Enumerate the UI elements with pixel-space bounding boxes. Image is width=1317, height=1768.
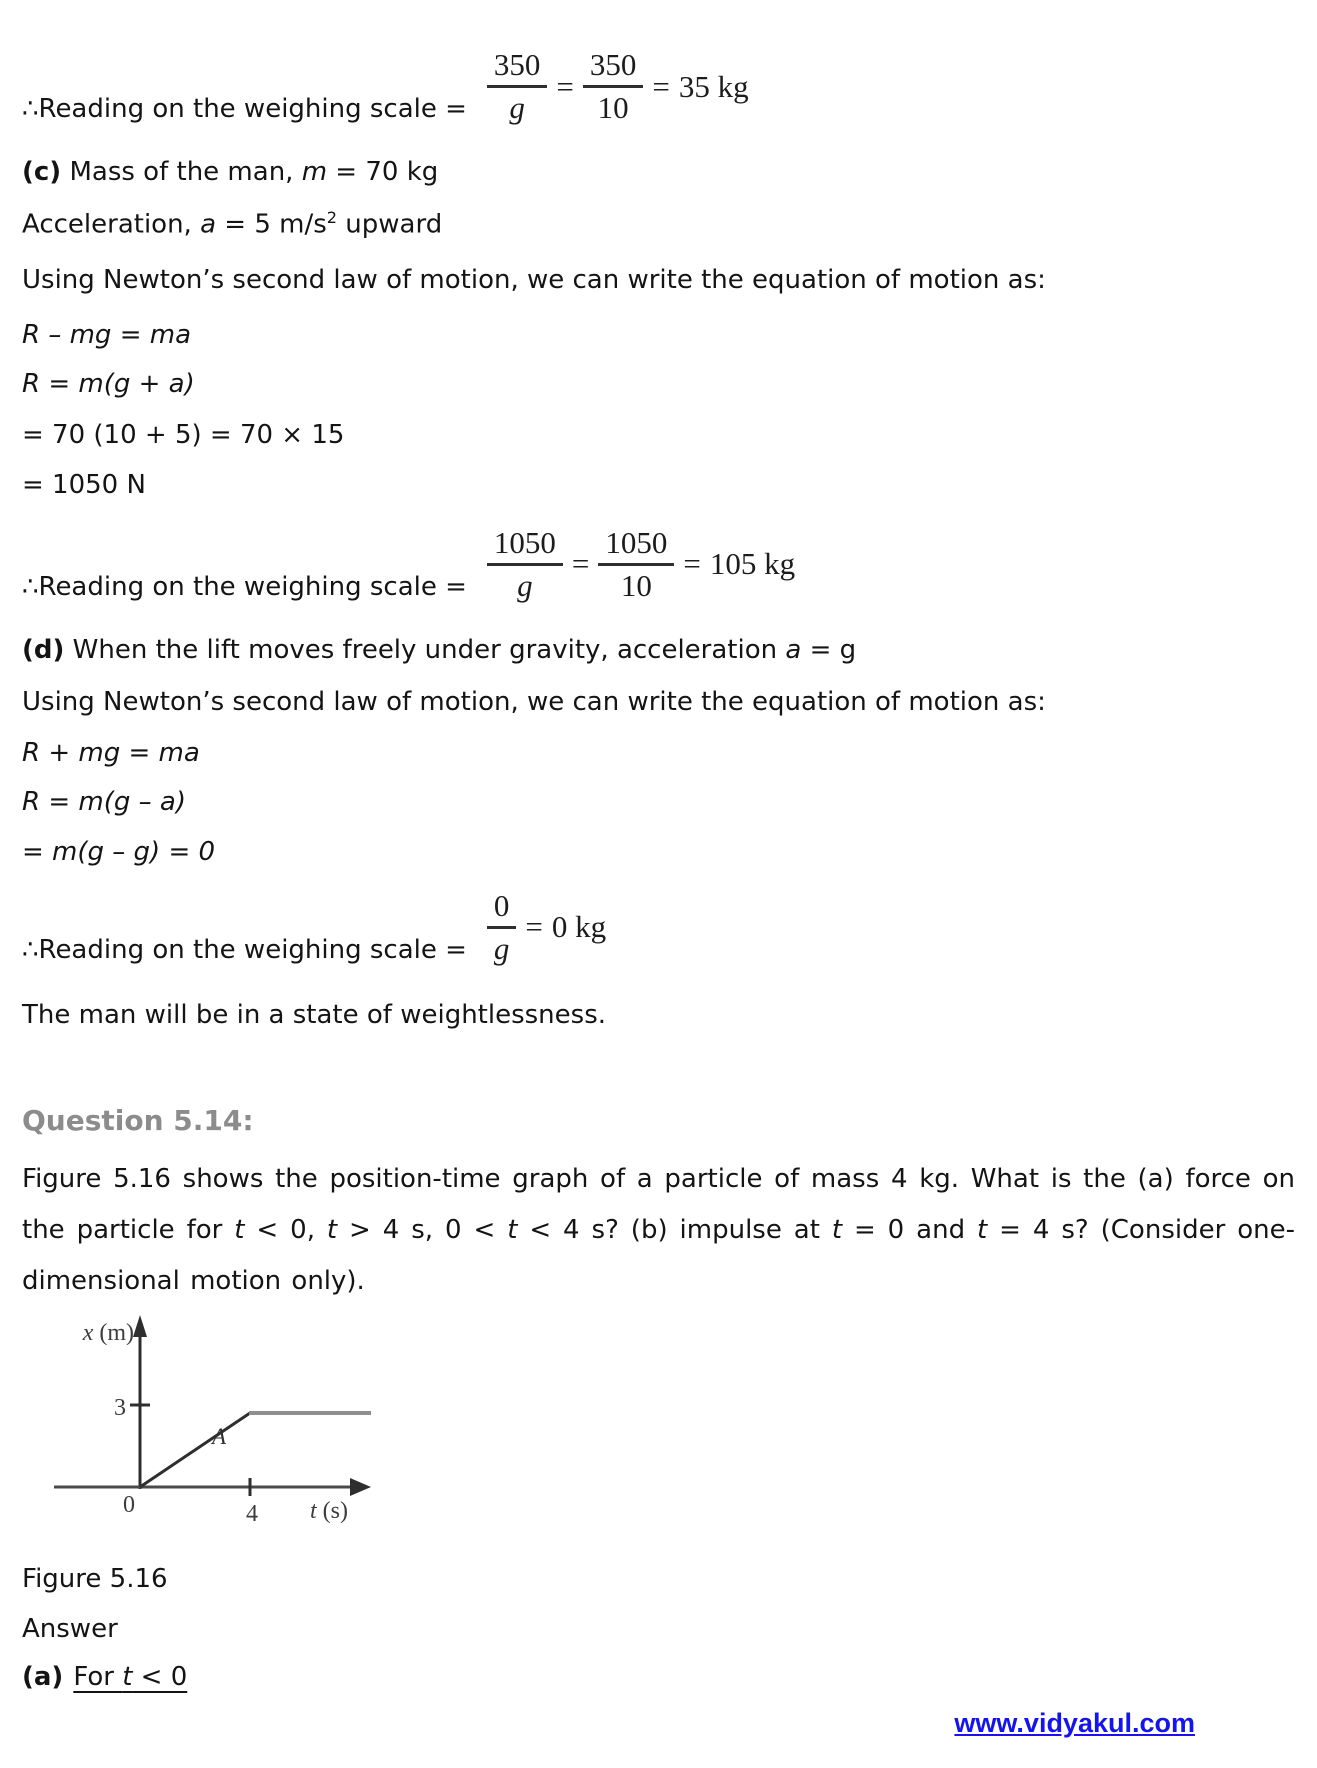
- text: For: [73, 1661, 123, 1692]
- equals-sign: =: [683, 546, 701, 582]
- fraction-denominator: 10: [620, 567, 652, 603]
- fraction-denominator: g: [493, 930, 510, 966]
- underlined-condition: [73, 1662, 187, 1692]
- equation-result: 0 kg: [551, 909, 607, 945]
- reading-scale-line-2: [22, 523, 1295, 606]
- reading-scale-label: ∴Reading on the weighing scale =: [22, 94, 467, 124]
- fraction-numerator: 350: [589, 47, 637, 82]
- variable-t: t: [507, 1214, 518, 1245]
- text: = 4 s? (Consider one-dimensional motion only).: [22, 1214, 1295, 1296]
- answer-label: Answer: [22, 1613, 118, 1644]
- variable: m: [301, 157, 328, 187]
- equals-sign: =: [652, 68, 670, 104]
- equation-result: 105 kg: [709, 546, 796, 582]
- text: < 4 s? (b) impulse at: [517, 1214, 832, 1245]
- reading-scale-label: ∴Reading on the weighing scale =: [22, 934, 467, 965]
- equation-0-over-g: [487, 886, 606, 969]
- text: = 5 m/s: [216, 209, 327, 240]
- variable-t: t: [977, 1214, 988, 1245]
- fraction-numerator: 0: [493, 887, 510, 923]
- fraction: [487, 886, 517, 969]
- variable: a: [785, 634, 802, 665]
- fraction-denominator: g: [509, 90, 525, 125]
- text: < 0,: [244, 1214, 327, 1245]
- equation-line: R = m(g – a): [22, 786, 186, 817]
- text: When the lift moves freely under gravity, acceleration: [64, 634, 786, 665]
- text: > 4 s, 0 <: [337, 1214, 508, 1245]
- equals-sign: =: [525, 909, 543, 945]
- fraction: [598, 523, 674, 606]
- equation-line: R = m(g + a): [22, 368, 195, 399]
- fraction: [583, 45, 644, 128]
- variable-t: t: [831, 1214, 843, 1245]
- part-marker: (d): [22, 634, 65, 665]
- figure-5-16-graph: [38, 1309, 1295, 1531]
- variable-t: t: [122, 1661, 133, 1692]
- reading-scale-line-1: [22, 45, 1295, 128]
- y-axis-arrow-icon: [133, 1315, 147, 1337]
- footer: [22, 1708, 1295, 1739]
- variable-t: t: [234, 1214, 245, 1245]
- fraction-numerator: 350: [493, 47, 541, 82]
- document-page: [22, 45, 1295, 1739]
- equation-line: R – mg = ma: [22, 319, 191, 350]
- newton-law-sentence: Using Newton’s second law of motion, we can write the equation of motion as:: [22, 264, 1046, 295]
- fraction: [487, 523, 563, 606]
- text: Figure 5.16 shows the position-time graph of a particle of mass 4 kg. What is the (a) force on the particle for: [22, 1163, 1295, 1245]
- text: Mass of the man,: [61, 157, 302, 187]
- rising-segment: [140, 1413, 250, 1487]
- y-tick-label: 3: [114, 1394, 126, 1421]
- reading-scale-line-3: [22, 886, 1295, 969]
- equation-1050-over-g: [487, 523, 795, 606]
- x-tick-label: 4: [246, 1500, 258, 1524]
- equals-sign: =: [571, 546, 590, 582]
- fraction: [487, 45, 548, 128]
- question-heading: Question 5.14:: [22, 1103, 254, 1137]
- fraction-denominator: g: [517, 567, 533, 603]
- fraction-numerator: 1050: [605, 524, 668, 560]
- part-c-line: [22, 156, 1295, 189]
- equation-line: R + mg = ma: [22, 737, 200, 768]
- text: < 0: [132, 1661, 188, 1692]
- vidyakul-link[interactable]: www.vidyakul.com: [954, 1707, 1195, 1738]
- equation-line: = 1050 N: [22, 469, 146, 500]
- text: = 0 and: [842, 1214, 978, 1245]
- part-d-line: [22, 634, 1295, 667]
- part-marker: (a): [22, 1661, 64, 1692]
- text: = g: [801, 634, 857, 665]
- conclusion-line: The man will be in a state of weightlessness.: [22, 999, 607, 1030]
- variable-t: t: [326, 1214, 338, 1245]
- newton-law-sentence: Using Newton’s second law of motion, we can write the equation of motion as:: [22, 686, 1046, 717]
- x-axis-label: t (s): [310, 1497, 348, 1524]
- text: = 70 kg: [327, 157, 439, 187]
- fraction-numerator: 1050: [493, 524, 556, 560]
- acceleration-line: [22, 201, 1295, 242]
- y-axis-label: x (m): [82, 1319, 134, 1346]
- figure-caption: Figure 5.16: [22, 1563, 168, 1594]
- equation-line: = 70 (10 + 5) = 70 × 15: [22, 419, 345, 450]
- variable: a: [200, 209, 217, 240]
- x-axis-arrow-icon: [350, 1478, 371, 1496]
- equals-sign: =: [556, 68, 574, 104]
- origin-label: 0: [123, 1491, 135, 1518]
- part-marker: (c): [22, 157, 62, 187]
- fraction-denominator: 10: [597, 90, 629, 125]
- reading-scale-label: ∴Reading on the weighing scale =: [22, 571, 467, 602]
- text: Acceleration,: [22, 209, 201, 240]
- question-paragraph: [22, 1154, 1295, 1307]
- answer-part-a-line: [22, 1661, 1295, 1694]
- equation-result: 35 kg: [678, 68, 749, 104]
- point-a-label: A: [212, 1423, 227, 1449]
- superscript: 2: [326, 208, 338, 227]
- equation-line: = m(g – g) = 0: [22, 836, 216, 867]
- position-time-graph: [38, 1309, 388, 1524]
- text: upward: [337, 209, 443, 240]
- equation-350-over-g: [487, 45, 749, 128]
